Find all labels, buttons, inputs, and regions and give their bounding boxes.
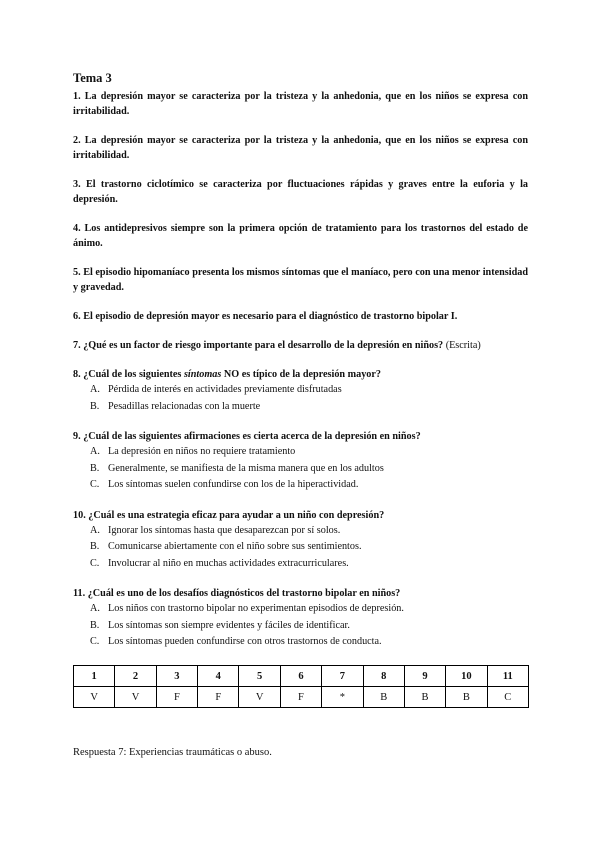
header-cell: 5 bbox=[239, 666, 280, 687]
option bbox=[73, 461, 528, 478]
option-letter: A. bbox=[90, 446, 100, 457]
option-text: Los síntomas son siempre evidentes y fáciles de identificar. bbox=[108, 619, 350, 631]
statement-3: 3. El trastorno ciclotímico se caracteriza por fluctuaciones rápidas y graves entre la euforia y la depresión. bbox=[73, 179, 528, 205]
question-11: 11. ¿Cuál es uno de los desafíos diagnósticos del trastorno bipolar en niños? bbox=[73, 588, 401, 599]
question-7 bbox=[73, 338, 528, 353]
option-letter: C. bbox=[90, 479, 100, 490]
value-cell: F bbox=[280, 687, 321, 708]
option bbox=[73, 634, 528, 651]
document-title: Tema 3 bbox=[73, 71, 112, 85]
option-text: Comunicarse abiertamente con el niño sobre sus sentimientos. bbox=[108, 541, 362, 552]
option-text: Pérdida de interés en actividades previamente disfrutadas bbox=[108, 384, 342, 395]
question-10-options bbox=[73, 523, 528, 573]
question-11-options bbox=[73, 601, 528, 651]
option-text: Los síntomas pueden confundirse con otros trastornos de conducta. bbox=[108, 636, 382, 647]
header-cell: 6 bbox=[280, 666, 321, 687]
header-cell: 3 bbox=[156, 666, 197, 687]
option-text: Generalmente, se manifiesta de la misma manera que en los adultos bbox=[108, 462, 384, 474]
question-7-note: (Escrita) bbox=[445, 340, 481, 351]
header-cell: 9 bbox=[404, 666, 445, 687]
answer-table-values-row bbox=[74, 687, 529, 708]
statement-4: 4. Los antidepresivos siempre son la primera opción de tratamiento para los trastornos del estado de ánimo. bbox=[73, 223, 528, 249]
header-cell: 1 bbox=[74, 666, 115, 687]
answer-table-header-row bbox=[74, 666, 529, 687]
statement-5: 5. El episodio hipomaníaco presenta los mismos síntomas que el maníaco, pero con una menor intensidad y gravedad. bbox=[73, 267, 528, 293]
header-cell: 4 bbox=[198, 666, 239, 687]
option bbox=[73, 399, 528, 416]
document-page bbox=[73, 71, 528, 651]
value-cell: V bbox=[239, 687, 280, 708]
option bbox=[73, 539, 528, 556]
question-9: 9. ¿Cuál de las siguientes afirmaciones es cierta acerca de la depresión en niños? bbox=[73, 431, 421, 442]
option bbox=[73, 601, 528, 618]
statement-1: 1. La depresión mayor se caracteriza por la tristeza y la anhedonia, que en los niños se expresa con irritabilidad. bbox=[73, 91, 528, 117]
question-8-pre: 8. ¿Cuál de los siguientes bbox=[73, 369, 184, 380]
option-letter: B. bbox=[90, 541, 100, 552]
value-cell: V bbox=[115, 687, 156, 708]
value-cell: V bbox=[74, 687, 115, 708]
value-cell: B bbox=[446, 687, 487, 708]
option bbox=[73, 444, 528, 461]
option-text: Los niños con trastorno bipolar no experimentan episodios de depresión. bbox=[108, 603, 404, 614]
option-letter: A. bbox=[90, 524, 100, 536]
question-8-italic: síntomas bbox=[183, 369, 222, 380]
option-text: Involucrar al niño en muchas actividades extracurriculares. bbox=[108, 557, 349, 569]
answer-7-note: Respuesta 7: Experiencias traumáticas o abuso. bbox=[73, 746, 272, 758]
header-cell: 2 bbox=[115, 666, 156, 687]
option bbox=[73, 556, 528, 573]
option-text: Los síntomas suelen confundirse con los de la hiperactividad. bbox=[108, 479, 359, 490]
option-text: Ignorar los síntomas hasta que desaparezcan por sí solos. bbox=[108, 524, 341, 536]
option-letter: C. bbox=[90, 557, 100, 569]
option-letter: A. bbox=[90, 603, 100, 614]
option-text: Pesadillas relacionadas con la muerte bbox=[108, 400, 261, 412]
statement-6: 6. El episodio de depresión mayor es necesario para el diagnóstico de trastorno bipolar I. bbox=[73, 311, 458, 322]
question-7-text: 7. ¿Qué es un factor de riesgo importante para el desarrollo de la depresión en niños? bbox=[73, 340, 444, 351]
header-cell: 8 bbox=[363, 666, 404, 687]
option bbox=[73, 618, 528, 635]
question-8-options bbox=[73, 382, 528, 415]
option-text: La depresión en niños no requiere tratamiento bbox=[108, 446, 296, 457]
value-cell: F bbox=[198, 687, 239, 708]
value-cell: F bbox=[156, 687, 197, 708]
header-cell: 10 bbox=[446, 666, 487, 687]
option-letter: B. bbox=[90, 619, 100, 631]
statement-2: 2. La depresión mayor se caracteriza por la tristeza y la anhedonia, que en los niños se expresa con irritabilidad. bbox=[73, 135, 528, 161]
question-10: 10. ¿Cuál es una estrategia eficaz para ayudar a un niño con depresión? bbox=[73, 509, 385, 521]
option bbox=[73, 523, 528, 540]
header-cell: 11 bbox=[487, 666, 528, 687]
option-letter: C. bbox=[90, 636, 100, 647]
header-cell: 7 bbox=[322, 666, 363, 687]
answer-table bbox=[73, 665, 529, 708]
value-cell: B bbox=[363, 687, 404, 708]
option-letter: B. bbox=[90, 400, 100, 412]
option-letter: A. bbox=[90, 384, 100, 395]
value-cell: B bbox=[404, 687, 445, 708]
value-cell: * bbox=[322, 687, 363, 708]
option-letter: B. bbox=[90, 462, 100, 474]
question-8-post: NO es típico de la depresión mayor? bbox=[221, 369, 382, 380]
option bbox=[73, 477, 528, 494]
question-9-options bbox=[73, 444, 528, 494]
value-cell: C bbox=[487, 687, 528, 708]
question-8 bbox=[73, 367, 528, 382]
option bbox=[73, 382, 528, 399]
